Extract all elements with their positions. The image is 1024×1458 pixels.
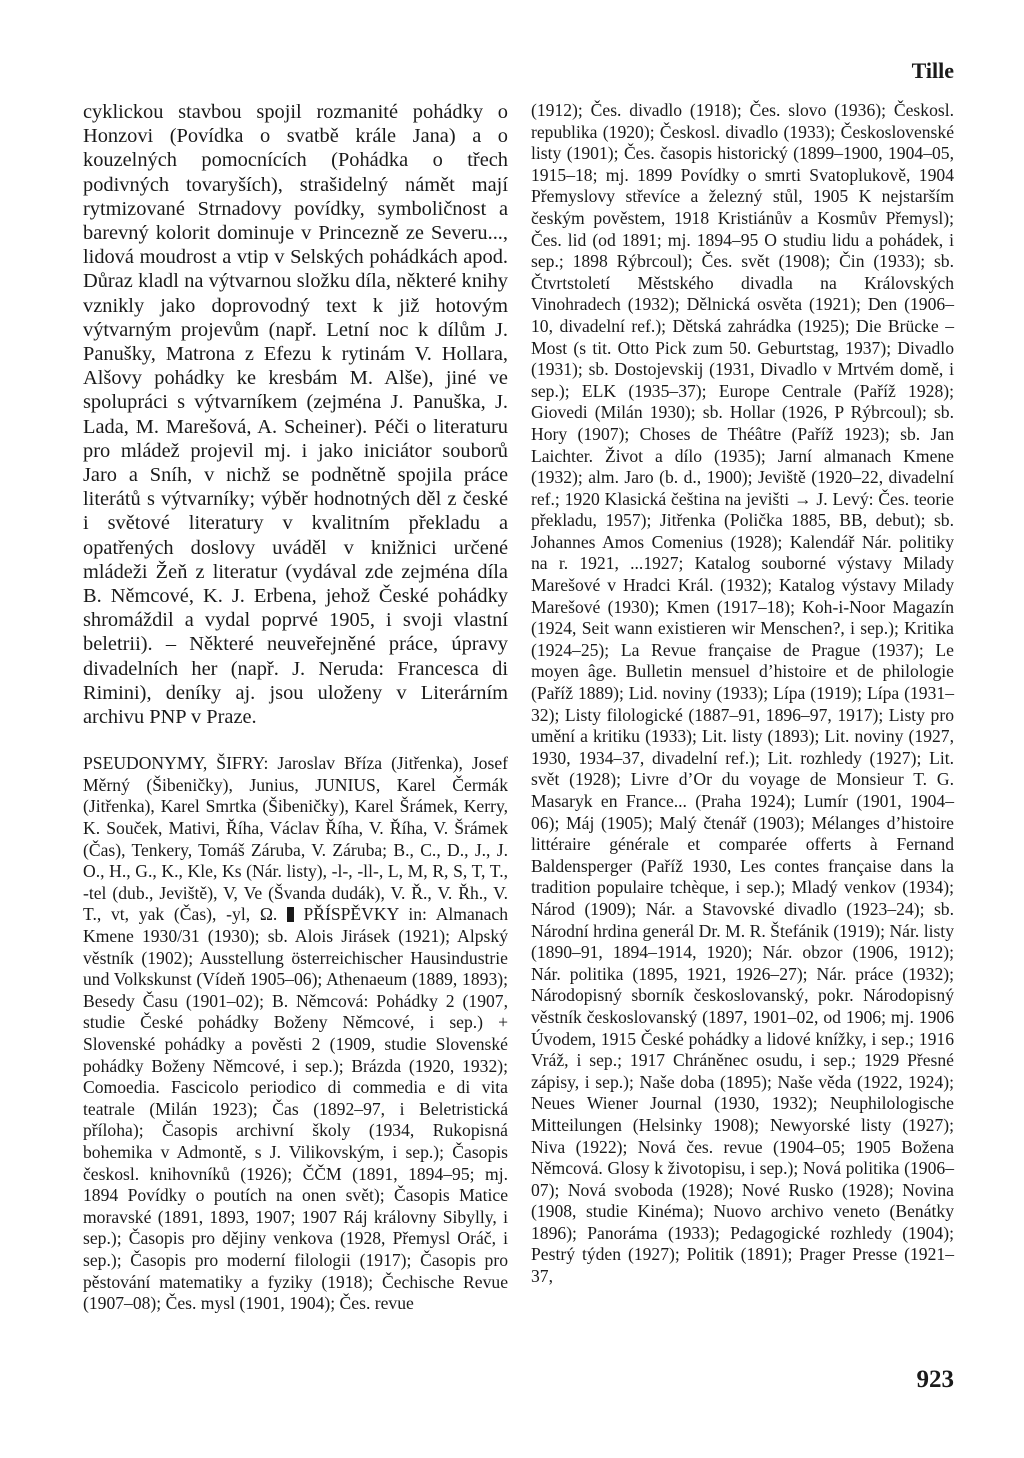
contributions-text: PŘÍSPĚVKY in: Almanach Kmene 1930/31 (1930); sb. Alois Jirásek (1921); Alpský věstník (1902); Ausstellung österreichischer Hausindustrie und Volkskunst (Vídeň 1905–06); Athenaeum (1889, 1893); Besedy Času (1901–02); B. Němcová: Pohádky 2 (1907, studie České pohádky Boženy Němcové, i sep.) + Slovenské pohádky a pověsti 2 (1909, studie Slovenské pohádky Boženy Němcové, i sep.); Brázda (1920, 1932); Comoedia. Fascicolo periodico di commedia e di vita teatrale (Milán 1923); Čas (1892–97, i Beletristická příloha); Časopis archivní školy (1934, Rukopisná bohemika v Admontě, s J. Vilikovským, i sep.); Časopis českosl. knihovníků (1926); ČČM (1891, 1894–95; mj. 1894 Povídky o poutích na onen svět); Časopis Matice moravské (1891, 1893, 1907; 1907 Ráj královny Sibylly, i sep.); Časopis pro dějiny venkova (1928, Přemysl Oráč, i sep.); Časopis pro moderní filologii (1917); Časopis pro pěstování matematiky a fyziky (1918); Čechische Revue (1907–08); Čes. mysl (1901, 1904); Čes. revue — [83, 904, 508, 1314]
page-number: 923 — [916, 1366, 954, 1393]
pseudonyms-text: PSEUDONYMY, ŠIFRY: Jaroslav Bříza (Jitřenka), Josef Měrný (Šibeničky), Junius, JUNIUS, Karel Čermák (Jitřenka), Karel Smrtka (Šibeničky), Karel Šrámek, Kerry, K. Souček, Mativi, Říha, Václav Říha, V. Říha, V. Šrámek (Čas), Tenkery, Tomáš Záruba, V. Záruba; B., C., D., J., J. O., H., G., K., Kle, Ks (Nár. listy), -l-, -ll-, L, M, R, S, T, T., -tel (dub., Jeviště), V, Ve (Švanda dudák), V. Ř., V. Řh., V. T., vt, yak (Čas), -yl, Ω. — [83, 753, 508, 925]
left-column — [83, 100, 508, 1315]
running-head: Tille — [911, 58, 954, 83]
section-marker-icon — [287, 907, 294, 922]
right-column — [531, 100, 954, 1288]
bibliography-paragraph — [83, 753, 508, 1314]
contributions-continued: (1912); Čes. divadlo (1918); Čes. slovo (1936); Českosl. republika (1920); Českosl. divadlo (1933); Československé listy (1901); Čes. časopis historický (1899–1900, 1904–05, 1915–18; mj. 1899 Povídky o smrti Svatoplukově, 1904 Přemyslovy střevíce a železný stůl, 1905 K nejstarším českým pověstem, 1918 Kristiánův a Kosmův Přemysl); Čes. lid (od 1891; mj. 1894–95 O studiu lidu a pohádek, i sep.; 1898 Rýbrcoul); Čes. svět (1908); Čin (1933); sb. Čtvrtstoletí Městského divadla na Královských Vinohradech (1932); Dělnická osvěta (1921); Den (1906–10, divadelní ref.); Dětská zahrádka (1925); Die Brücke – Most (s tit. Otto Pick zum 50. Geburtstag, 1937); Divadlo (1931); sb. Dostojevskij (1931, Divadlo v Mrtvém domě, i sep.); ELK (1935–37); Europe Centrale (Paříž 1928); Giovedi (Milán 1930); sb. Hollar (1926, P Rýbrcoul); sb. Hory (1907); Choses de Théâtre (Paříž 1923); sb. Jan Laichter. Život a dílo (1935); Jarní almanach Kmene (1932); alm. Jaro (b. d., 1900); Jeviště (1920–22, divadelní ref.; 1920 Klasická čeština na jevišti → J. Levý: Čes. teorie překladu, 1957); Jitřenka (Polička 1885, BB, debut); sb. Johannes Amos Comenius (1928); Kalendář Nár. politiky na r. 1921, ...1927; Katalog souborné výstavy Milady Marešové v Hradci Král. (1932); Katalog výstavy Milady Marešové (1930); Kmen (1917–18); Koh-i-Noor Magazín (1924, Seit wann existieren wir Menschen?, i sep.); Kritika (1924–25); La Revue française de Prague (1937); Le moyen âge. Bulletin mensuel d’histoire et de philologie (Paříž 1889); Lid. noviny (1933); Lípa (1919); Lípa (1931–32); Listy filologické (1887–91, 1896–97, 1917); Listy pro umění a kritiku (1933); Lit. listy (1893); Lit. noviny (1927, 1930, 1934–37, divadelní ref.); Lit. rozhledy (1927); Lit. svět (1928); Livre d’Or du voyage de Monsieur T. G. Masaryk en France... (Praha 1924); Lumír (1901, 1904–06); Máj (1905); Malý čtenář (1903); Mélanges d’histoire littéraire générale et comparée offerts à Fernand Baldensperger (Paříž 1930, Les contes française dans la tradition populaire tchèque, i sep.); Mladý venkov (1934); Národ (1909); Nár. a Stavovské divadlo (1923–24); sb. Národní hrdina generál Dr. M. R. Štefánik (1919); Nár. listy (1890–91, 1894–1914, 1920); Nár. obzor (1906, 1912); Nár. politika (1895, 1921, 1926–27); Nár. práce (1932); Národopisný sborník českoslovanský, pokr. Národopisný věstník českoslovanský (1897, 1901–02, od 1906; mj. 1906 Úvodem, 1915 České pohádky a lidové knížky, i sep.; 1916 Vráž, i sep.; 1917 Chráněnec osudu, i sep.; 1929 Přesné zápisy, i sep.); Naše doba (1895); Naše věda (1922, 1924); Neues Wiener Journal (1930, 1932); Neuphilologische Mitteilungen (Helsinky 1908); Newyorské listy (1927); Niva (1922); Nová čes. revue (1904–05; 1905 Božena Němcová. Glosy k životopisu, i sep.); Nová politika (1906–07); Nová svoboda (1928); Nové Rusko (1928); Novina (1908, studie Kinéma); Nuovo archivo veneto (Benátky 1896); Panoráma (1933); Pedagogické rozhledy (1904); Pestrý týden (1927); Politik (1891); Prager Presse (1921–37, — [531, 100, 954, 1287]
main-paragraph: cyklickou stavbou spojil rozmanité pohádky o Honzovi (Povídka o svatbě krále Jana) a o kouzelných pomocnících (Pohádka o třech podivných tovaryších), strašidelný námět mají rytmizované Strnadovy povídky, symboličnost a barevný kolorit dominuje v Princezně ze Severu..., lidová moudrost a vtip v Selských pohádkách apod. Důraz kladl na výtvarnou složku díla, některé knihy vznikly jako doprovodný text k již hotovým výtvarným projevům (např. Letní noc k dílům J. Panušky, Matrona z Efezu k rytinám V. Hollara, Alšovy pohádky ke kresbám M. Alše), jiné ve spolupráci s výtvarníkem (zejména J. Panuška, J. Lada, M. Marešová, A. Scheiner). Péči o literaturu pro mládež projevil mj. i jako iniciátor souborů Jaro a Sníh, v nichž se podnětně spojila práce literátů s výtvarníky; výběr hodnotných děl z české i světové literatury v kvalitním překladu a opatřených doslovy uváděl v knižnici určené mládeži Žeň z literatur (vydával zde zejména díla B. Němcové, K. J. Erbena, jehož České pohádky shromáždil a vydal poprvé 1905, i svoji vlastní beletrii). – Některé neuveřejněné práce, úpravy divadelních her (např. J. Neruda: Francesca di Rimini), deníky aj. jsou uloženy v Literárním archivu PNP v Praze. — [83, 101, 508, 729]
